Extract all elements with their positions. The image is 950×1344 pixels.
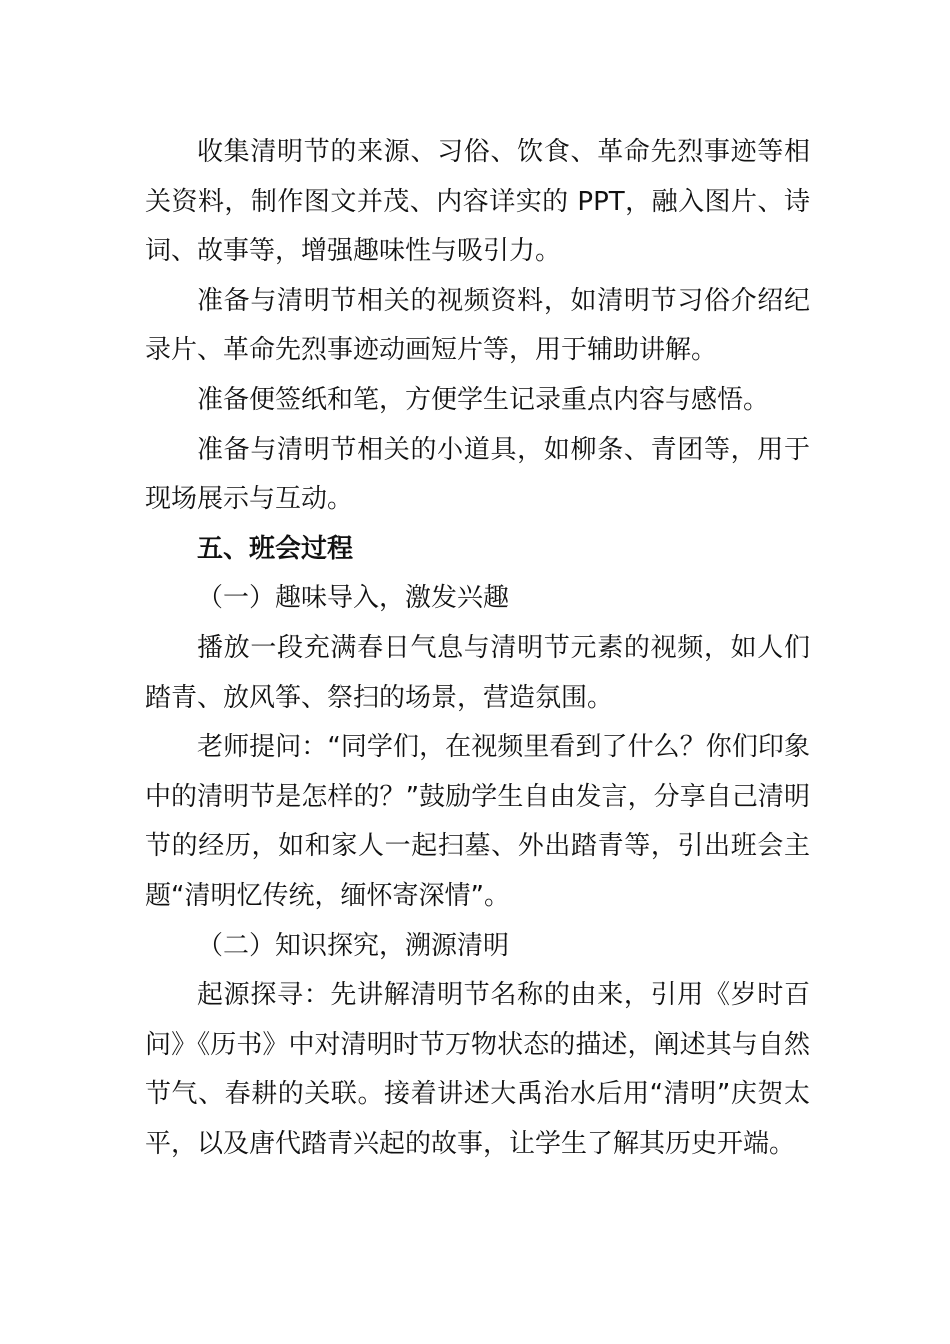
part1-paragraph-video: 播放一段充满春日气息与清明节元素的视频，如人们踏青、放风筝、祭扫的场景，营造氛围。 [145, 632, 810, 713]
prep-paragraph-props: 准备与清明节相关的小道具，如柳条、青团等，用于现场展示与互动。 [145, 434, 810, 515]
part1-heading: （一）趣味导入，激发兴趣 [197, 583, 510, 614]
section-heading: 五、班会过程 [197, 533, 354, 564]
prep-paragraph-ppt: 收集清明节的来源、习俗、饮食、革命先烈事迹等相关资料，制作图文并茂、内容详实的 PPT，融入图片、诗词、故事等，增强趣味性与吸引力。 [145, 137, 810, 267]
part2-paragraph-origin: 起源探寻：先讲解清明节名称的由来，引用《岁时百问》《历书》中对清明时节万物状态的描述，阐述其与自然节气、春耕的关联。接着讲述大禹治水后用“清明”庆贺太平，以及唐代踏青兴起的故事，让学生了解其历史开端。 [145, 980, 810, 1159]
prep-paragraph-notes: 准备便签纸和笔，方便学生记录重点内容与感悟。 [197, 384, 770, 415]
document-page [145, 128, 810, 1169]
part2-heading: （二）知识探究，溯源清明 [197, 930, 510, 961]
part1-paragraph-question: 老师提问：“同学们，在视频里看到了什么？你们印象中的清明节是怎样的？”鼓励学生自由发言，分享自己清明节的经历，如和家人一起扫墓、外出踏青等，引出班会主题“清明忆传统，缅怀寄深情”。 [145, 732, 810, 911]
prep-paragraph-video: 准备与清明节相关的视频资料，如清明节习俗介绍纪录片、革命先烈事迹动画短片等，用于辅助讲解。 [145, 285, 810, 366]
